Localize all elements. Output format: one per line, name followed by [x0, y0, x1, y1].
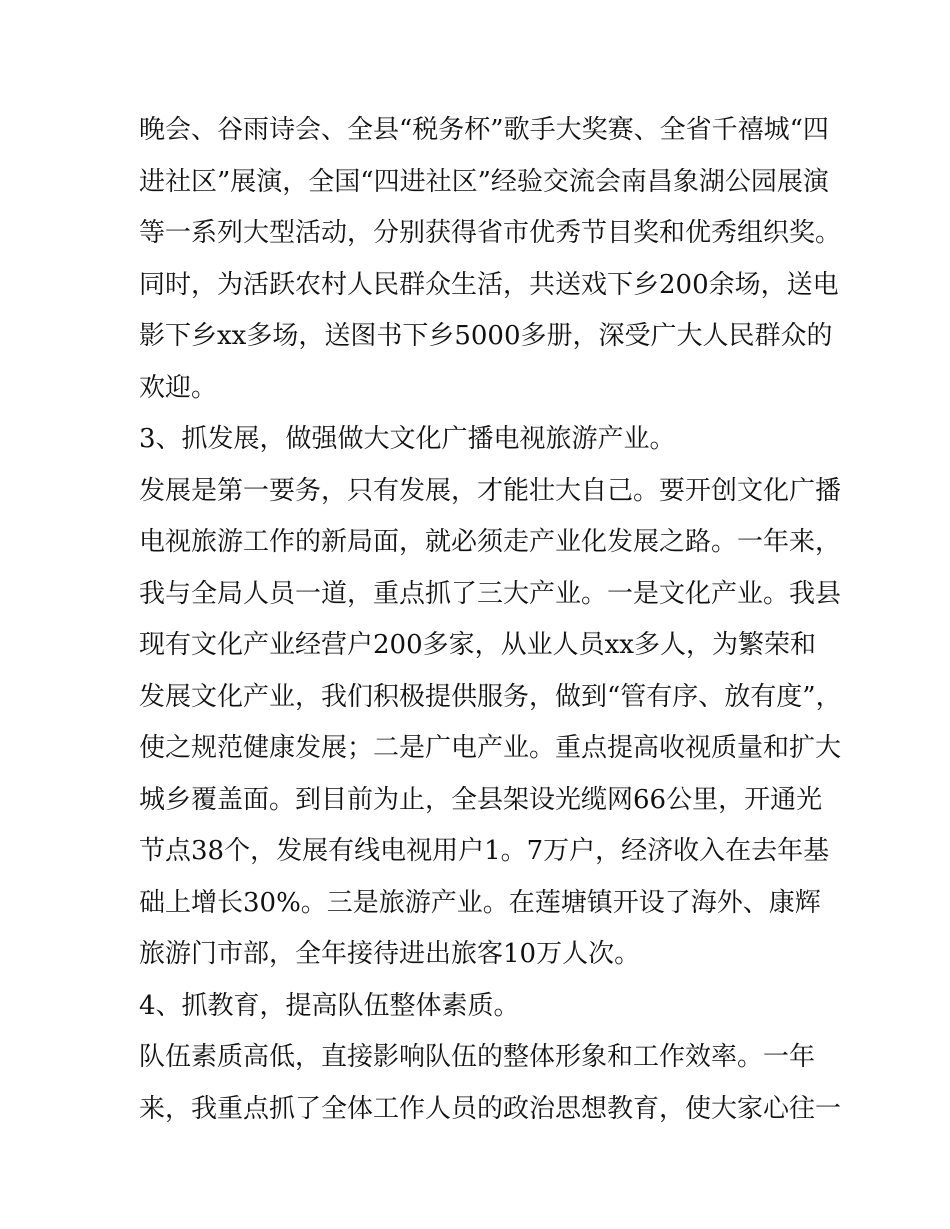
section-heading: 4、抓教育，提高队伍整体素质。 — [139, 990, 520, 1021]
text-line: 节点38个，发展有线电视用户1。7万户，经济收入在去年基 — [139, 836, 830, 866]
document-body — [139, 105, 842, 1135]
text-line: 发展文化产业，我们积极提供服务，做到“管有序、放有度”， — [139, 681, 842, 712]
text-line: 发展是第一要务，只有发展，才能壮大自己。要开创文化广播 — [139, 475, 842, 506]
section-heading: 3、抓发展，做强做大文化广播电视旅游产业。 — [139, 424, 676, 454]
text-line: 同时，为活跃农村人民群众生活，共送戏下乡200余场，送电 — [139, 269, 839, 300]
text-line: 进社区”展演，全国“四进社区”经验交流会南昌象湖公园展演 — [139, 166, 829, 197]
text-line: 我与全局人员一道，重点抓了三大产业。一是文化产业。我县 — [139, 578, 842, 609]
text-line: 础上增长30%。三是旅游产业。在莲塘镇开设了海外、康辉 — [139, 887, 821, 918]
text-line: 影下乡xx多场，送图书下乡5000多册，深受广大人民群众的 — [139, 321, 833, 351]
text-line: 现有文化产业经营户200多家，从业人员xx多人，为繁荣和 — [139, 630, 816, 660]
text-line: 使之规范健康发展；二是广电产业。重点提高收视质量和扩大 — [139, 733, 842, 763]
text-line: 旅游门市部，全年接待进出旅客10万人次。 — [139, 939, 641, 969]
text-line: 队伍素质高低，直接影响队伍的整体形象和工作效率。一年 — [139, 1042, 816, 1072]
text-line: 电视旅游工作的新局面，就必须走产业化发展之路。一年来， — [139, 527, 842, 557]
text-line: 晚会、谷雨诗会、全县“税务杯”歌手大奖赛、全省千禧城“四 — [139, 115, 829, 145]
text-line: 等一系列大型活动，分别获得省市优秀节目奖和优秀组织奖。 — [139, 218, 842, 248]
text-line: 来，我重点抓了全体工作人员的政治思想教育，使大家心往一 — [139, 1093, 842, 1124]
text-line: 欢迎。 — [139, 372, 218, 403]
text-line: 城乡覆盖面。到目前为止，全县架设光缆网66公里，开通光 — [139, 784, 823, 815]
